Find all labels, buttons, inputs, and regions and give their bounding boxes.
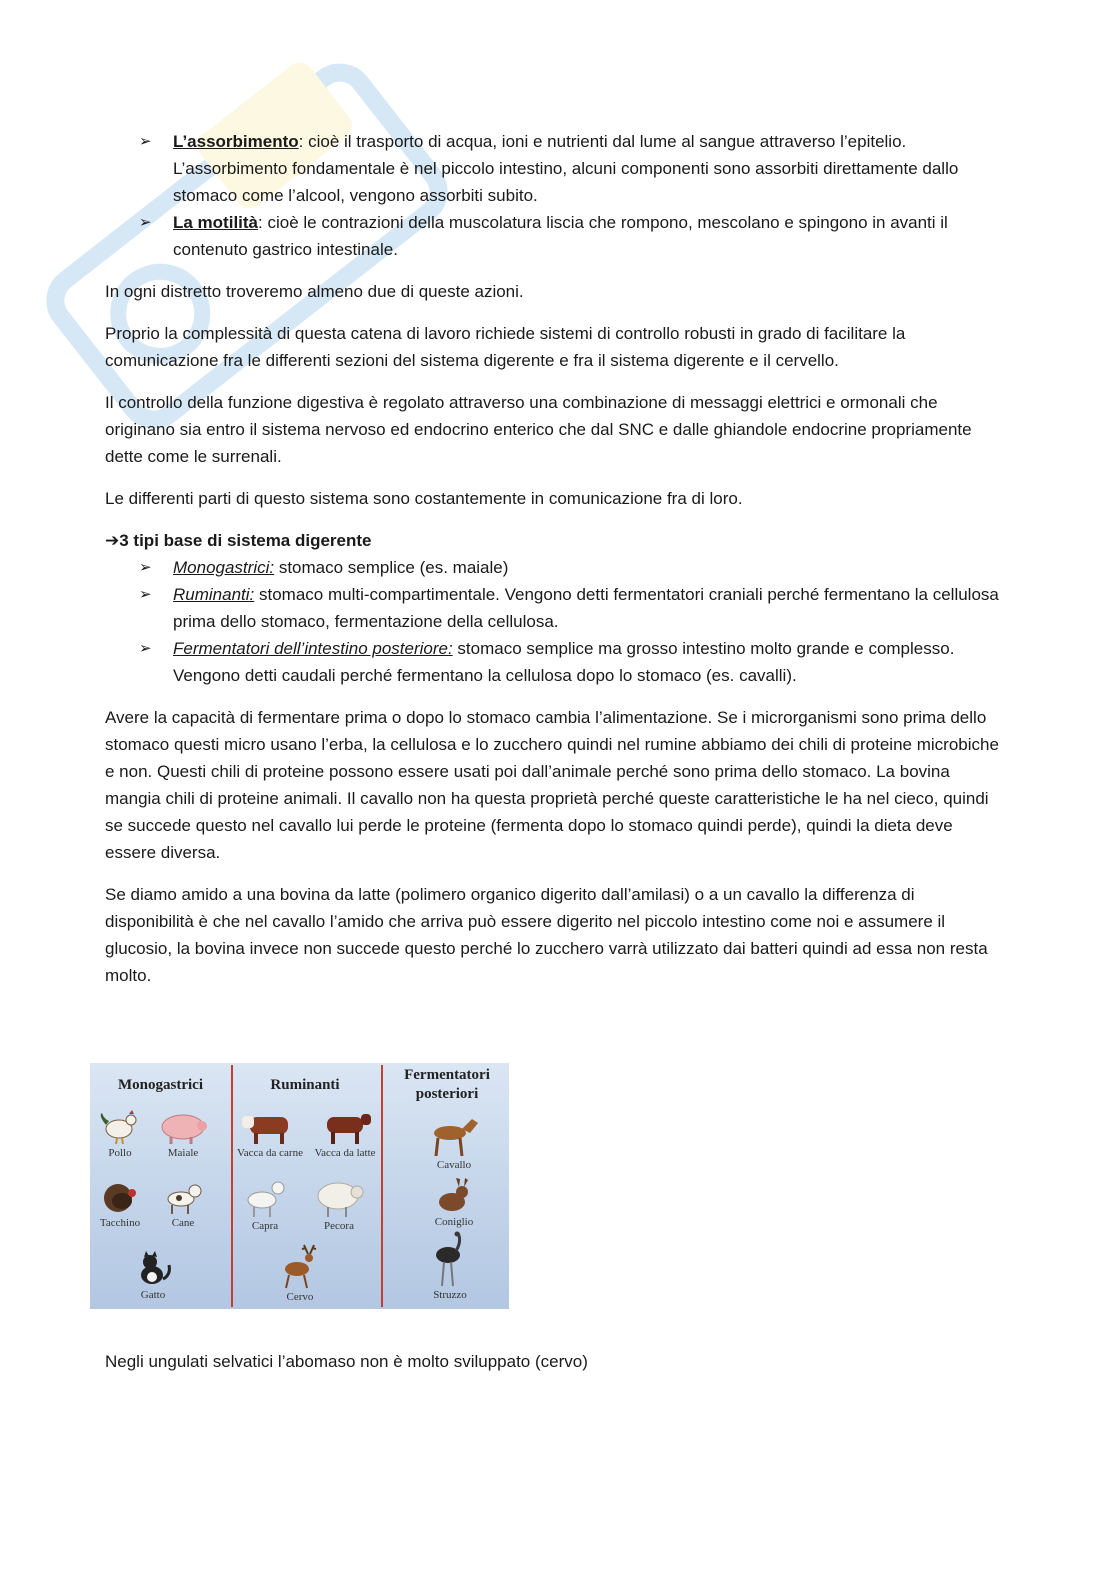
paragraph: Il controllo della funzione digestiva è regolato attraverso una combinazione di messaggi elettrici e ormonali che originano sia entro il sistema nervoso ed endocrino enterico che dal SNC e dalle ghiandole endocrine propriamente dette come le surrenali. — [105, 393, 972, 466]
arrow-bullet-icon: ➢ — [139, 640, 152, 657]
list-item-text: : cioè il trasporto di acqua, ioni e nutrienti dal lume al sangue attraverso l’epitelio. L’assorbimento fondamentale è nel piccolo intestino, alcuni componenti sono assorbiti direttamente dallo stomaco come l’alcool, vengono assorbiti subito. — [173, 132, 959, 205]
animal-label: Maiale — [167, 1147, 199, 1159]
arrow-bullet-icon: ➢ — [139, 133, 152, 150]
animal-label: Tacchino — [99, 1217, 141, 1229]
paragraph: In ogni distretto troveremo almeno due di queste azioni. — [105, 282, 524, 301]
animal-label: Cavallo — [436, 1159, 472, 1171]
document-body — [105, 128, 1005, 989]
term-fermentatori: Fermentatori dell’intestino posteriore: — [173, 639, 453, 658]
goat-icon — [240, 1178, 290, 1218]
function-list — [105, 128, 1005, 263]
col-title-posteriori: Fermentatori posteriori — [404, 1067, 490, 1102]
animal-vacca-da-latte — [305, 1109, 385, 1159]
dog-icon — [161, 1181, 205, 1215]
animal-cavallo — [414, 1113, 494, 1171]
dairy-cow-icon — [315, 1109, 375, 1145]
column-divider — [381, 1065, 383, 1307]
list-item-text: stomaco semplice ma grosso intestino molto grande e complesso. Vengono detti caudali perché fermentano la cellulosa dopo lo stomaco (es. cavalli). — [173, 639, 955, 685]
animal-label: Cervo — [286, 1291, 314, 1303]
animal-capra — [225, 1178, 305, 1232]
beef-cow-icon — [240, 1109, 300, 1145]
animal-label: Pecora — [324, 1220, 354, 1232]
animal-struzzo — [410, 1231, 490, 1301]
animal-label: Vacca da carne — [237, 1147, 303, 1159]
term-monogastrici: Monogastrici: — [173, 558, 275, 577]
col-title-monogastrici: Monogastrici — [118, 1077, 203, 1093]
animal-pecora — [299, 1178, 379, 1232]
animal-coniglio — [414, 1178, 494, 1228]
arrow-bullet-icon: ➢ — [139, 559, 152, 576]
digestive-types-list — [105, 554, 1005, 689]
animal-vacca-da-carne — [230, 1109, 310, 1159]
paragraph: Proprio la complessità di questa catena di lavoro richiede sistemi di controllo robusti in grado di facilitare la comunicazione fra le differenti sezioni del sistema digerente e fra il sistema digerente e il cervello. — [105, 324, 906, 370]
animal-label: Vacca da latte — [314, 1147, 376, 1159]
figure-caption: Negli ungulati selvatici l’abomaso non è molto sviluppato (cervo) — [105, 1352, 588, 1371]
animal-label: Coniglio — [434, 1216, 474, 1228]
rooster-icon — [97, 1109, 143, 1145]
paragraph: Avere la capacità di fermentare prima o dopo lo stomaco cambia l’alimentazione. Se i microrganismi sono prima dello stomaco questi micro usano l’erba, la cellulosa e lo zucchero quindi nel rumine abbiamo dei chili di proteine microbiche e non. Questi chili di proteine possono essere usati poi dall’animale perché sono prima dello stomaco. La bovina mangia chili di proteine animali. Il cavallo non ha questa proprietà perché queste caratteristiche le ha nel cieco, quindi se succede questo nel cavallo lui perde le proteine (fermenta dopo lo stomaco quindi perde), quindi la dieta deve essere diversa. — [105, 708, 999, 862]
animal-cervo — [260, 1243, 340, 1303]
animal-maiale — [143, 1109, 223, 1159]
animal-label: Pollo — [108, 1147, 132, 1159]
col-title-ruminanti: Ruminanti — [270, 1077, 340, 1093]
right-arrow-icon: ➔ — [105, 531, 120, 550]
term-assorbimento: L’assorbimento — [173, 132, 299, 151]
cat-icon — [132, 1251, 174, 1287]
list-item-text: stomaco semplice (es. maiale) — [274, 558, 509, 577]
list-item-text: stomaco multi-compartimentale. Vengono detti fermentatori craniali perché fermentano la cellulosa prima dello stomaco, fermentazione della cellulosa. — [173, 585, 999, 631]
ostrich-icon — [428, 1231, 472, 1287]
list-item — [105, 209, 1005, 263]
arrow-bullet-icon: ➢ — [139, 586, 152, 603]
list-item — [105, 635, 1005, 689]
rabbit-icon — [432, 1178, 476, 1214]
term-ruminanti: Ruminanti: — [173, 585, 255, 604]
paragraph: Le differenti parti di questo sistema sono costantemente in comunicazione fra di loro. — [105, 489, 743, 508]
section-heading: ➔3 tipi base di sistema digerente — [105, 531, 372, 550]
arrow-bullet-icon: ➢ — [139, 214, 152, 231]
animal-label: Struzzo — [433, 1289, 467, 1301]
list-item — [105, 554, 1005, 581]
animal-cane — [143, 1181, 223, 1229]
animal-label: Gatto — [140, 1289, 166, 1301]
animal-label: Cane — [171, 1217, 195, 1229]
list-item — [105, 128, 1005, 209]
term-motilita: La motilità — [173, 213, 259, 232]
animal-gatto — [113, 1251, 193, 1301]
animal-classification-figure — [90, 1063, 509, 1309]
sheep-icon — [312, 1178, 366, 1218]
deer-icon — [275, 1243, 325, 1289]
pig-icon — [156, 1109, 210, 1145]
animal-label: Capra — [251, 1220, 279, 1232]
horse-icon — [424, 1113, 484, 1157]
paragraph: Se diamo amido a una bovina da latte (polimero organico digerito dall’amilasi) o a un cavallo la differenza di disponibilità è che nel cavallo l’amido che arriva può essere digerito nel piccolo intestino come noi e assumere il glucosio, la bovina invece non succede questo perché lo zucchero varrà utilizzato dai batteri quindi ad essa non resta molto. — [105, 885, 988, 985]
list-item-text: : cioè le contrazioni della muscolatura liscia che rompono, mescolano e spingono in avanti il contenuto gastrico intestinale. — [173, 213, 948, 259]
list-item — [105, 581, 1005, 635]
turkey-icon — [98, 1181, 142, 1215]
